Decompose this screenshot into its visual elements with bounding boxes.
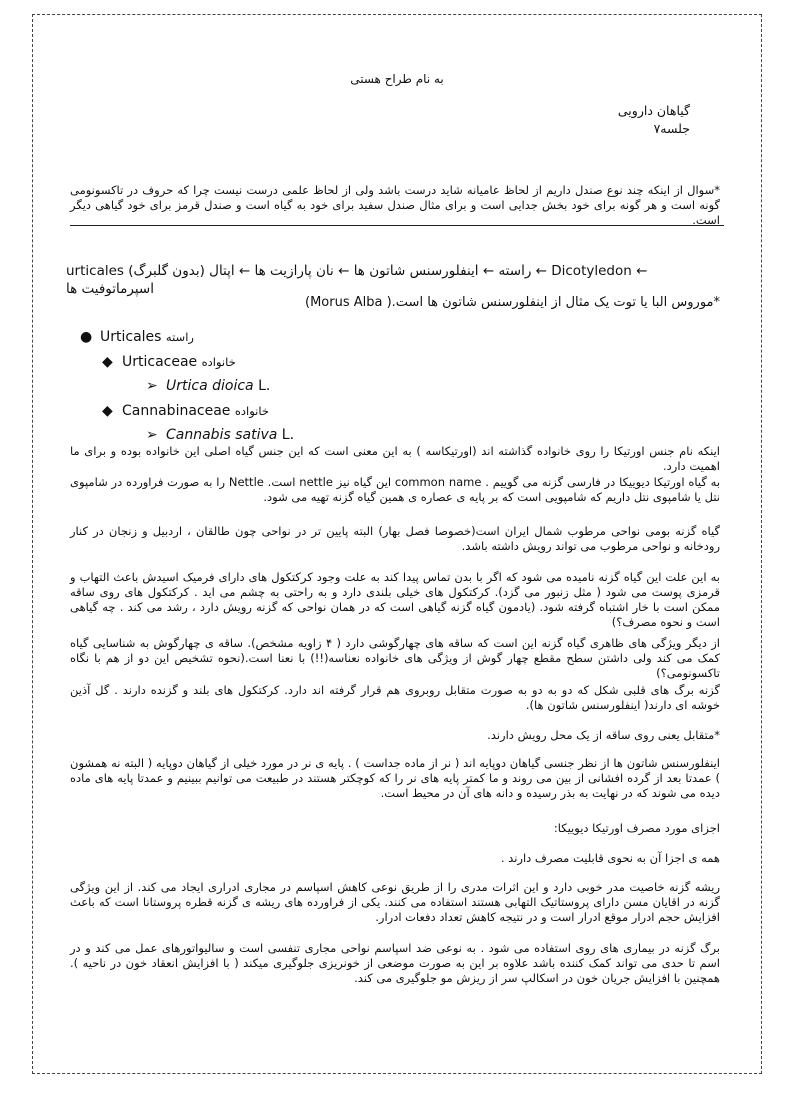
bullet-diamond-icon: ◆ bbox=[102, 353, 113, 370]
paragraph: اینکه نام جنس اورتیکا را روی خانواده گذاشته اند (اورتیکاسه ) به این معنی است که این جنس گیاه اصلی این خانواده بوده و برای ما اهمیت دارد. bbox=[70, 444, 720, 473]
family1-fa: خانواده bbox=[201, 354, 236, 369]
paragraph: اجزای مورد مصرف اورتیکا دیوییکا: bbox=[553, 821, 720, 835]
arrow-bullet-icon: ➢ bbox=[146, 378, 158, 394]
paragraph: همه ی اجزا آن به نحوی قابلیت مصرف دارند . bbox=[500, 851, 720, 865]
species2-name: Cannabis sativa bbox=[166, 427, 278, 443]
family2-fa: خانواده bbox=[234, 403, 269, 418]
bullet-diamond-icon: ◆ bbox=[102, 402, 113, 419]
question-note: *سوال از اینکه چند نوع صندل داریم از لحاظ عامیانه شاید درست باشد ولی از لحاظ علمی درست نیست چرا که حروف در تاکسونومی گونه است و هر گونه برای خود بخش جدایی است و برای مثال صندل سفید برای خود به گیاه است و صندل قرمز برای خود گیاهی دیگر است. bbox=[70, 183, 720, 227]
paragraph: برگ گزنه در بیماری های روی استفاده می شود . به نوعی ضد اسپاسم نواحی مجاری تنفسی است و سالیواتورهای عمل می کند و در اسم تا حدی می تواند کمک کننده باشد علاوه بر این به صورت موضعی از خونریزی جلوگیری میکند ( با افزایش انعقاد خون در ناحیه ). همچنین با افزایش جریان خون در اسکالپ سر از ریزش مو جلوگیری می کند. bbox=[70, 941, 720, 985]
order-fa: راسته bbox=[165, 330, 194, 344]
outline-order bbox=[70, 325, 294, 350]
outline-species-1 bbox=[70, 374, 294, 399]
family1-latin: Urticaceae bbox=[122, 353, 198, 370]
classification-chain: urticales راسته ← اینفلورسنس شاتون ها ← نان پارازیت ها ← اپتال (بدون گلبرگ) ← Dicotyledon ← اسپرماتوفیت ها bbox=[66, 263, 648, 297]
paragraph: ریشه گزنه خاصیت مدر خوبی دارد و این اثرات مدری را از طریق نوعی کاهش اسپاسم در مجاری ادراری ایجاد می کند. از این ویژگی گزنه در اقایان مسن دارای پروستاتیک التهابی هستند استفاده می کنند. یکی از فراورده های ریشه ی گزنه قطره پروستانا است که باعث افزایش حجم ادرار موقع ادرار است و در نتیجه کاهش تعداد دفعات ادرار. bbox=[70, 880, 720, 924]
species2-author: L. bbox=[277, 427, 295, 443]
family2-latin: Cannabinaceae bbox=[122, 402, 231, 419]
paragraph: *متقابل یعنی روی ساقه از یک محل رویش دارند. bbox=[487, 728, 720, 742]
arrow-bullet-icon: ➢ bbox=[146, 427, 158, 443]
session-number: جلسه۷ bbox=[653, 121, 690, 136]
morus-note: *موروس البا یا توت یک مثال از اینفلورسنس شاتون ها است.( Morus Alba) bbox=[304, 295, 720, 310]
order-latin: Urticales bbox=[100, 329, 162, 345]
outline-family-1 bbox=[70, 350, 294, 375]
paragraph: از دیگر ویژگی های ظاهری گیاه گزنه این است که ساقه های چهارگوشی دارد ( ۴ زاویه مشخص). ساقه ی چهارگوش به شناسایی گیاه کمک می کند ولی داشتن سطح مقطع چهار گوش از ویژگی های خانواده نعناسه(!!) با نعنا است.(نحوه تشخیص این دو از هم با نگاه تاکسونومی؟) bbox=[70, 636, 720, 680]
bullet-dot-icon: ● bbox=[80, 329, 93, 345]
paragraph: به گیاه اورتیکا دیوییکا در فارسی گزنه می گوییم . common name این گیاه نیز nettle است. Nettle را به صورت فراورده در شامپوی نتل یا شامپوی نتل داریم که شامپویی است که بر پایه ی عصاره ی همین گیاه گزنه تهیه می شود. bbox=[70, 475, 721, 504]
paragraph: به این علت این گیاه گزنه نامیده می شود که اگر با بدن تماس پیدا کند به علت وجود کرکتکول های دارای فرمیک اسیدش باعث التهاب و قرمزی پوست می شود ( مثل زنبور می گزد). کرکتکول های خیلی بلندی دارد و به راحتی به چشم می اید . کرکتکول های روی ساقه ممکن است با خار اشتباه گرفته شود. (یادمون گیاه گزنه گیاهی است که در همان نواحی که گزنه رویش دارد ، رشد می کند . چه گیاهی است و نحوه مصرف؟) bbox=[70, 570, 720, 629]
paragraph: گیاه گزنه بومی نواحی مرطوب شمال ایران است(خصوصا فصل بهار) البته پایین تر در نواحی چون طالقان ، اردبیل و زنجان در کنار رودخانه و نواحی مرطوب می تواند رویش داشته باشد. bbox=[70, 524, 720, 553]
paragraph: اینفلورسنس شاتون ها از نظر جنسی گیاهان دوپایه اند ( نر از ماده جداست ) . پایه ی نر در مورد خیلی از گیاهان دوپایه ( البته نه همشون ) عمدتا بعد از گرده افشانی از بین می روند و ما کمتر پایه های نر را که کوچکتر هستند در طبیعت می توانیم ببینیم و عمدتا پایه های ماده دیده می شوند که در نهایت به بذر رسیده و دانه های آن در محیط است. bbox=[70, 756, 720, 800]
taxonomy-outline bbox=[70, 325, 294, 448]
course-name: گیاهان دارویی bbox=[617, 103, 690, 118]
document-title: به نام طراح هستی bbox=[350, 72, 444, 86]
outline-family-2 bbox=[70, 399, 294, 424]
horizontal-rule bbox=[70, 225, 724, 226]
species1-name: Urtica dioica bbox=[166, 378, 254, 394]
paragraph: گزنه برگ های قلبی شکل که دو به دو به صورت متقابل روبروی هم قرار گرفته اند دارد. کرکتکول های بلند و گزنده دارند . گل آذین خوشه ای دارند( اینفلورسنس شاتون ها). bbox=[70, 683, 720, 712]
species1-author: L. bbox=[253, 378, 271, 394]
